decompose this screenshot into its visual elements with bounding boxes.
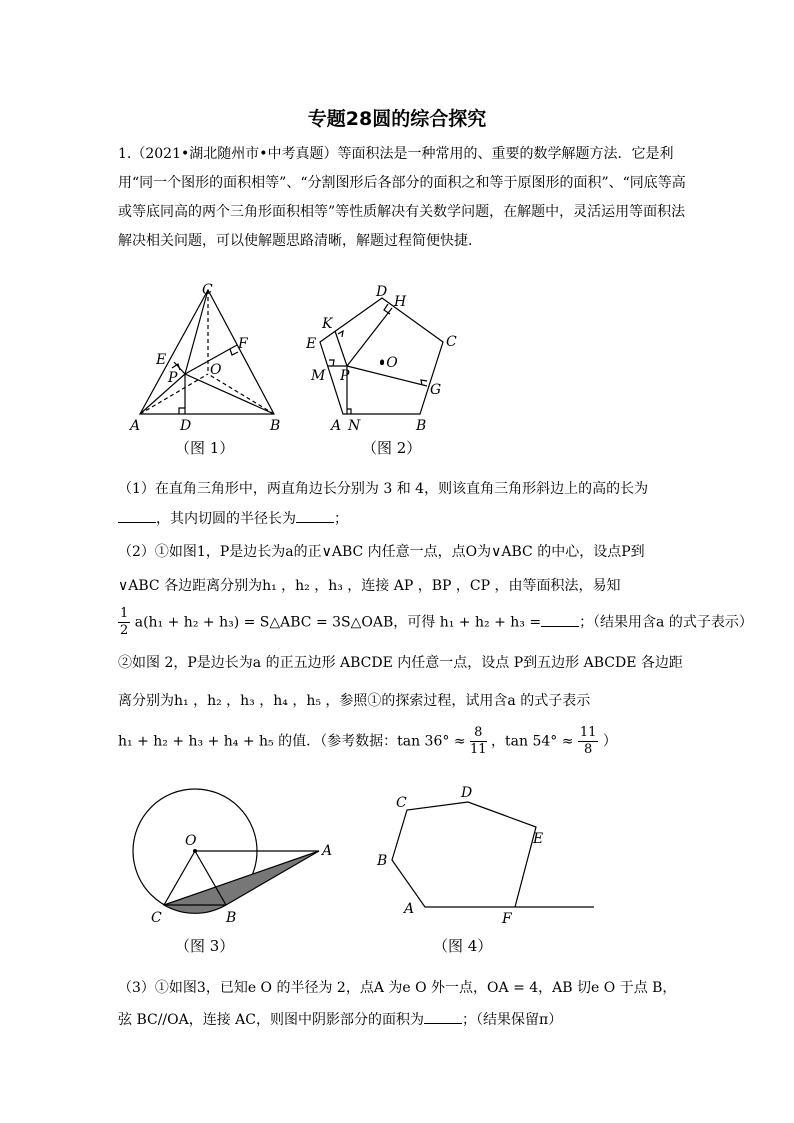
fig2-label-p: P (340, 368, 350, 384)
q2-answer-blank[interactable] (541, 614, 579, 627)
q2-line6 (118, 725, 617, 758)
fig2-right-angle-m (329, 360, 334, 366)
q1-line2 (118, 508, 348, 528)
fig2-caption: （图 2） (362, 439, 422, 457)
q1-line1: （1）在直角三角形中，两直角边长分别为 3 和 4，则该直角三角形斜边上的高的长为 (118, 481, 649, 497)
fig4-label-a: A (404, 901, 415, 917)
q2-line3 (118, 606, 753, 639)
fig2-line-pk (335, 331, 347, 366)
figure-2 (300, 282, 470, 432)
figure-1 (128, 282, 288, 432)
fig1-dash-bo (208, 374, 274, 414)
q2-half-fraction (118, 606, 130, 639)
q1-line2-text: ，其内切圆的半径长为 (156, 511, 296, 527)
fig2-label-c: C (446, 334, 457, 350)
fig3-label-a: A (322, 843, 333, 859)
fig1-line-ap (140, 374, 185, 414)
q2-tan54-fraction (578, 725, 599, 758)
fig2-label-o: •O (378, 355, 398, 371)
fig3-caption: （图 3） (175, 937, 235, 955)
fig2-label-m: M (311, 368, 326, 384)
fig2-label-n: N (348, 418, 361, 434)
fig4-caption: （图 4） (433, 937, 493, 955)
fig2-right-angle-n (347, 409, 351, 414)
fig4-label-e: E (533, 831, 544, 847)
fig3-label-b: B (226, 910, 237, 926)
fig1-right-angle-d (179, 408, 185, 414)
fig2-label-e: E (306, 336, 317, 352)
fig4-label-b: B (377, 853, 388, 869)
q3-line2-note: ；（结果保留π） (462, 1012, 563, 1028)
q2-line4: ②如图 2，P是边长为a 的正五边形 ABCDE 内任意一点，设点 P到五边形 ABCDE 各边距 (118, 655, 683, 671)
fig2-right-angle-k (338, 331, 343, 337)
q2-tan54-den: 8 (584, 742, 593, 757)
fig2-label-k: K (322, 316, 333, 332)
fig2-label-h: H (394, 294, 407, 310)
problem-intro-text: 等面积法是一种常用的、重要的数学解题方法．它是利用“同一个图形的面积相等”、“分割图形后各部分的面积之和等于原图形的面积”、“同底等高或等底同高的两个三角形面积相等”等性质解决有关数学问题，在解题中，灵活运用等面积法解决相关问题，可以使解题思路清晰，解题过程简便快捷． (118, 146, 686, 249)
q2-line2: ∨ABC 各边距离分别为h₁ ，h₂ ，h₃ ，连接 AP ，BP ，CP ，由等面积法，易知 (118, 578, 621, 594)
fig2-label-b: B (416, 418, 427, 434)
fig1-line-cp (185, 290, 208, 374)
figure-3 (125, 785, 345, 925)
q2-tan36-num: 8 (470, 725, 487, 742)
q2-half-den: 2 (120, 623, 129, 638)
fig4-polygon (392, 802, 594, 907)
fig3-center-dot (193, 849, 197, 853)
fig1-label-o: O (210, 362, 222, 378)
fig3-shaded-region (164, 851, 319, 913)
fig1-label-p: P (168, 370, 178, 386)
q2-line6-end: ） (602, 733, 617, 750)
fig2-right-angle-g (421, 380, 427, 385)
fig3-label-o: O (185, 833, 197, 849)
fig3-label-c: C (151, 910, 162, 926)
fig1-label-e: E (156, 352, 167, 368)
q2-tan36-den: 11 (470, 742, 487, 757)
fig2-label-a: A (331, 418, 342, 434)
fig1-label-a: A (130, 418, 141, 434)
q1-line2-tail: ； (334, 511, 348, 527)
q2-line1: （2）①如图1，P是边长为a的正∨ABC 内任意一点，点O为∨ABC 的中心，设点P到 (118, 544, 645, 560)
q2-half-num: 1 (120, 606, 129, 621)
fig4-label-c: C (396, 795, 407, 811)
fig1-label-d: D (180, 418, 192, 434)
fig2-label-g: G (430, 382, 442, 398)
problem-intro (118, 140, 688, 256)
q3-line2-text: 弦 BC//OA，连接 AC，则图中阴影部分的面积为 (118, 1012, 425, 1028)
fig1-label-f: F (238, 336, 248, 352)
fig1-label-c: C (202, 282, 213, 298)
q1-answer-blank-height[interactable] (118, 510, 156, 523)
fig4-label-d: D (461, 785, 473, 801)
fig1-label-b: B (270, 418, 281, 434)
q2-tan54-num: 11 (579, 725, 597, 740)
fig4-label-f: F (502, 911, 512, 927)
fig2-label-d: D (376, 284, 388, 300)
problem-source: 1.（2021•湖北随州市•中考真题） (118, 146, 338, 162)
fig1-caption: （图 1） (175, 439, 235, 457)
fig1-line-bp (185, 374, 274, 414)
q3-line1: （3）①如图3，已知e O 的半径为 2，点A 为e O 外一点，OA = 4，AB 切e O 于点 B， (118, 980, 677, 996)
figure-4 (370, 785, 600, 925)
q2-line6-mid: ，tan 54° ≈ (491, 733, 574, 750)
q2-line6-start: h₁ + h₂ + h₃ + h₄ + h₅ 的值．（参考数据：tan 36° ≈ (118, 733, 466, 750)
q1-answer-blank-radius[interactable] (296, 510, 334, 523)
q2-tan36-fraction (470, 725, 487, 758)
q3-line2 (118, 1009, 562, 1029)
q3-answer-blank[interactable] (424, 1011, 462, 1024)
q2-formula-note: ；（结果用含a 的式子表示） (579, 614, 753, 631)
page-title: 专题28圆的综合探究 (307, 108, 487, 130)
q2-line5: 离分别为h₁ ，h₂ ，h₃ ，h₄ ，h₅ ，参照①的探索过程，试用含a 的式子表示 (118, 693, 591, 709)
fig1-right-angle-f (230, 349, 238, 355)
q2-formula: a(h₁ + h₂ + h₃) = S△ABC = 3S△OAB，可得 h₁ + h₂ + h₃ = (134, 614, 542, 631)
